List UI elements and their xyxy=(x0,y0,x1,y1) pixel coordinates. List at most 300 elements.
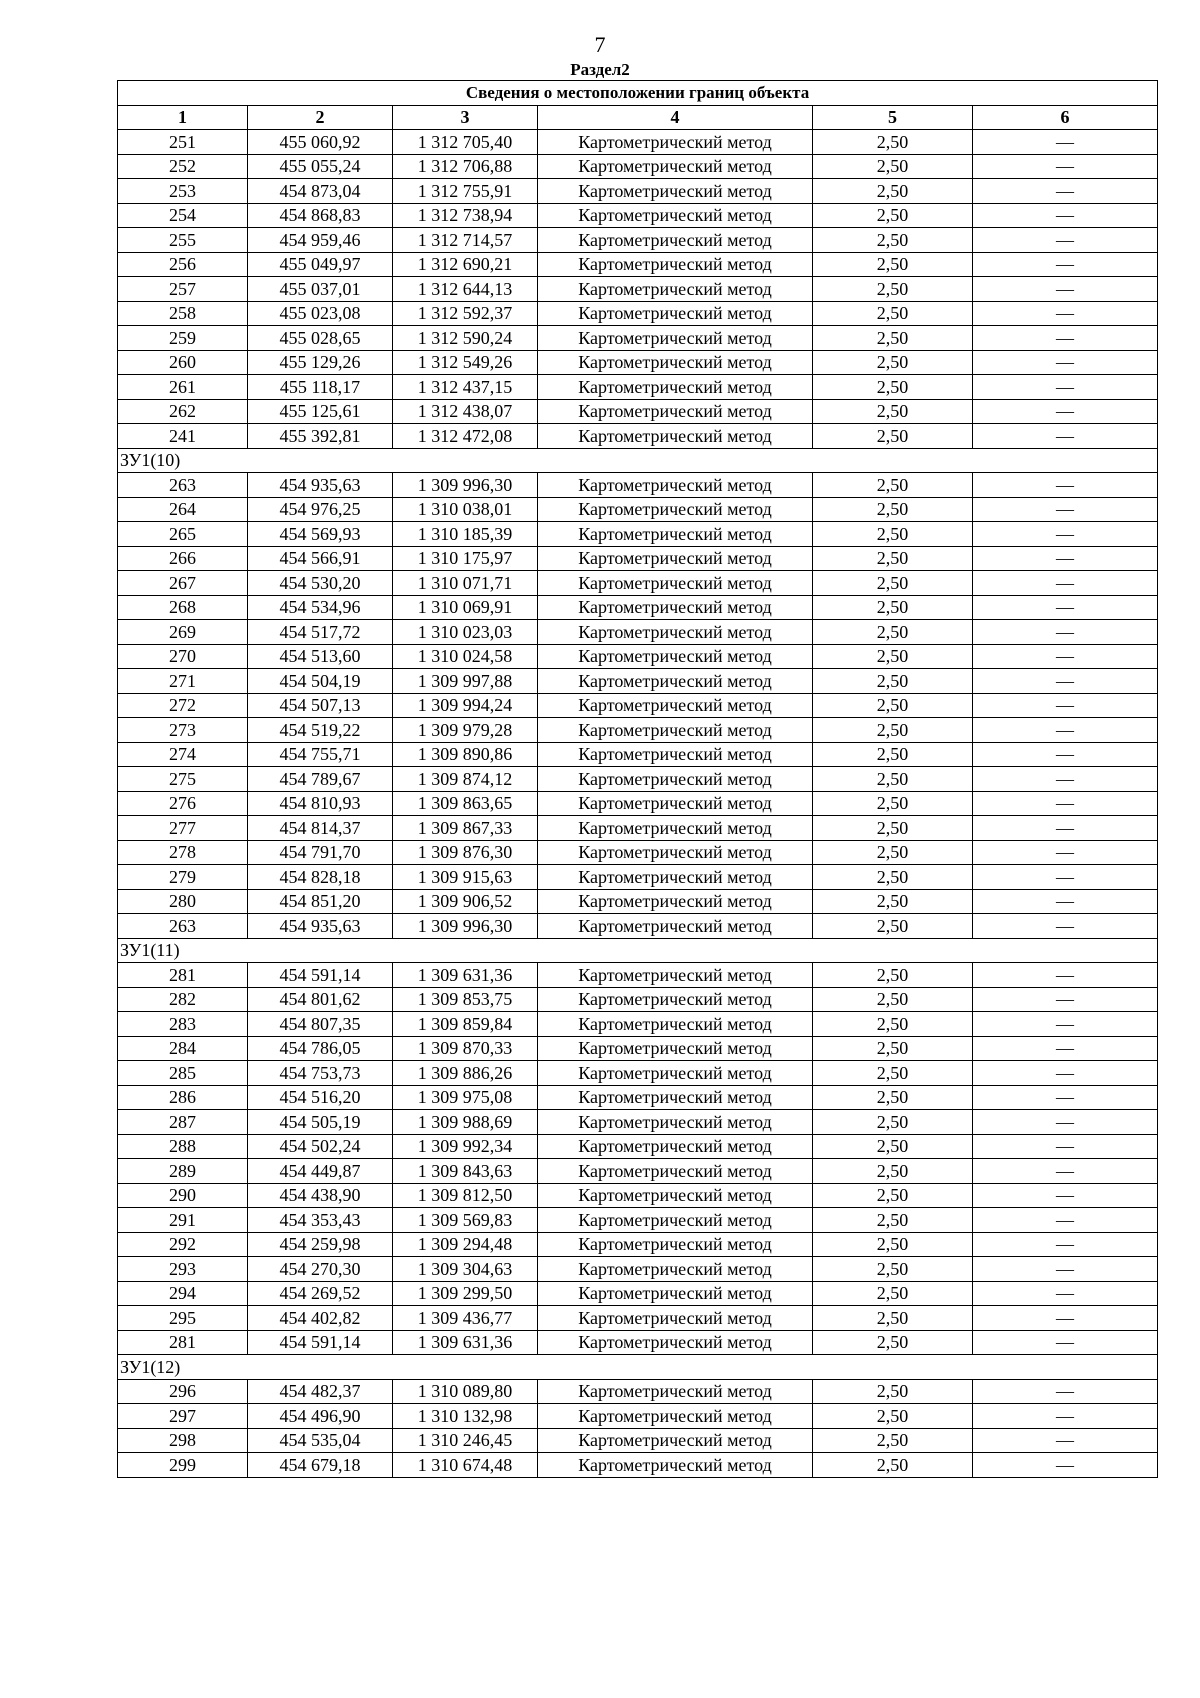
group-row xyxy=(118,1355,1158,1380)
point-number-cell: 270 xyxy=(118,644,248,669)
description-cell: — xyxy=(973,1306,1158,1331)
y-coordinate-cell: 1 309 569,83 xyxy=(393,1208,538,1233)
column-number: 6 xyxy=(973,105,1158,130)
table-row xyxy=(118,154,1158,179)
method-cell: Картометрический метод xyxy=(538,326,813,351)
x-coordinate-cell: 454 935,63 xyxy=(248,914,393,939)
point-number-cell: 263 xyxy=(118,473,248,498)
y-coordinate-cell: 1 309 853,75 xyxy=(393,987,538,1012)
accuracy-cell: 2,50 xyxy=(813,154,973,179)
method-cell: Картометрический метод xyxy=(538,1159,813,1184)
method-cell: Картометрический метод xyxy=(538,914,813,939)
x-coordinate-cell: 454 517,72 xyxy=(248,620,393,645)
description-cell: — xyxy=(973,375,1158,400)
method-cell: Картометрический метод xyxy=(538,620,813,645)
description-cell: — xyxy=(973,767,1158,792)
x-coordinate-cell: 454 566,91 xyxy=(248,546,393,571)
accuracy-cell: 2,50 xyxy=(813,203,973,228)
accuracy-cell: 2,50 xyxy=(813,693,973,718)
table-row xyxy=(118,791,1158,816)
y-coordinate-cell: 1 312 705,40 xyxy=(393,130,538,155)
method-cell: Картометрический метод xyxy=(538,595,813,620)
description-cell: — xyxy=(973,1036,1158,1061)
method-cell: Картометрический метод xyxy=(538,1428,813,1453)
table-row xyxy=(118,1379,1158,1404)
description-cell: — xyxy=(973,399,1158,424)
column-number: 5 xyxy=(813,105,973,130)
method-cell: Картометрический метод xyxy=(538,1061,813,1086)
description-cell: — xyxy=(973,228,1158,253)
y-coordinate-cell: 1 309 997,88 xyxy=(393,669,538,694)
table-row xyxy=(118,1159,1158,1184)
method-cell: Картометрический метод xyxy=(538,840,813,865)
accuracy-cell: 2,50 xyxy=(813,350,973,375)
accuracy-cell: 2,50 xyxy=(813,326,973,351)
description-cell: — xyxy=(973,473,1158,498)
description-cell: — xyxy=(973,987,1158,1012)
y-coordinate-cell: 1 309 994,24 xyxy=(393,693,538,718)
y-coordinate-cell: 1 309 886,26 xyxy=(393,1061,538,1086)
table-row xyxy=(118,1036,1158,1061)
point-number-cell: 252 xyxy=(118,154,248,179)
y-coordinate-cell: 1 309 906,52 xyxy=(393,889,538,914)
method-cell: Картометрический метод xyxy=(538,1306,813,1331)
accuracy-cell: 2,50 xyxy=(813,669,973,694)
description-cell: — xyxy=(973,571,1158,596)
x-coordinate-cell: 455 023,08 xyxy=(248,301,393,326)
x-coordinate-cell: 454 679,18 xyxy=(248,1453,393,1478)
point-number-cell: 271 xyxy=(118,669,248,694)
description-cell: — xyxy=(973,154,1158,179)
x-coordinate-cell: 454 801,62 xyxy=(248,987,393,1012)
point-number-cell: 274 xyxy=(118,742,248,767)
x-coordinate-cell: 454 353,43 xyxy=(248,1208,393,1233)
x-coordinate-cell: 455 049,97 xyxy=(248,252,393,277)
point-number-cell: 275 xyxy=(118,767,248,792)
y-coordinate-cell: 1 312 706,88 xyxy=(393,154,538,179)
point-number-cell: 279 xyxy=(118,865,248,890)
method-cell: Картометрический метод xyxy=(538,693,813,718)
point-number-cell: 293 xyxy=(118,1257,248,1282)
method-cell: Картометрический метод xyxy=(538,1183,813,1208)
description-cell: — xyxy=(973,1232,1158,1257)
table-row xyxy=(118,1232,1158,1257)
method-cell: Картометрический метод xyxy=(538,791,813,816)
method-cell: Картометрический метод xyxy=(538,1281,813,1306)
method-cell: Картометрический метод xyxy=(538,1257,813,1282)
description-cell: — xyxy=(973,1379,1158,1404)
description-cell: — xyxy=(973,791,1158,816)
point-number-cell: 299 xyxy=(118,1453,248,1478)
accuracy-cell: 2,50 xyxy=(813,399,973,424)
y-coordinate-cell: 1 309 890,86 xyxy=(393,742,538,767)
description-cell: — xyxy=(973,620,1158,645)
point-number-cell: 273 xyxy=(118,718,248,743)
description-cell: — xyxy=(973,742,1158,767)
point-number-cell: 285 xyxy=(118,1061,248,1086)
description-cell: — xyxy=(973,301,1158,326)
column-number: 2 xyxy=(248,105,393,130)
method-cell: Картометрический метод xyxy=(538,889,813,914)
point-number-cell: 254 xyxy=(118,203,248,228)
x-coordinate-cell: 454 791,70 xyxy=(248,840,393,865)
x-coordinate-cell: 455 129,26 xyxy=(248,350,393,375)
table-row xyxy=(118,326,1158,351)
x-coordinate-cell: 454 755,71 xyxy=(248,742,393,767)
accuracy-cell: 2,50 xyxy=(813,277,973,302)
description-cell: — xyxy=(973,1208,1158,1233)
x-coordinate-cell: 454 828,18 xyxy=(248,865,393,890)
accuracy-cell: 2,50 xyxy=(813,1306,973,1331)
accuracy-cell: 2,50 xyxy=(813,375,973,400)
accuracy-cell: 2,50 xyxy=(813,1208,973,1233)
accuracy-cell: 2,50 xyxy=(813,130,973,155)
page-number: 7 xyxy=(594,32,606,57)
description-cell: — xyxy=(973,1281,1158,1306)
x-coordinate-cell: 454 519,22 xyxy=(248,718,393,743)
method-cell: Картометрический метод xyxy=(538,375,813,400)
description-cell: — xyxy=(973,546,1158,571)
table-row xyxy=(118,1183,1158,1208)
point-number-cell: 282 xyxy=(118,987,248,1012)
y-coordinate-cell: 1 309 631,36 xyxy=(393,1330,538,1355)
description-cell: — xyxy=(973,816,1158,841)
method-cell: Картометрический метод xyxy=(538,1012,813,1037)
accuracy-cell: 2,50 xyxy=(813,1453,973,1478)
x-coordinate-cell: 454 810,93 xyxy=(248,791,393,816)
table-row xyxy=(118,1208,1158,1233)
method-cell: Картометрический метод xyxy=(538,252,813,277)
accuracy-cell: 2,50 xyxy=(813,1404,973,1429)
x-coordinate-cell: 454 270,30 xyxy=(248,1257,393,1282)
table-row xyxy=(118,840,1158,865)
method-cell: Картометрический метод xyxy=(538,1134,813,1159)
group-label: ЗУ1(12) xyxy=(118,1355,1158,1380)
method-cell: Картометрический метод xyxy=(538,1330,813,1355)
description-cell: — xyxy=(973,1012,1158,1037)
y-coordinate-cell: 1 309 996,30 xyxy=(393,473,538,498)
y-coordinate-cell: 1 309 436,77 xyxy=(393,1306,538,1331)
y-coordinate-cell: 1 309 874,12 xyxy=(393,767,538,792)
method-cell: Картометрический метод xyxy=(538,1208,813,1233)
accuracy-cell: 2,50 xyxy=(813,595,973,620)
table-row xyxy=(118,375,1158,400)
table-caption-row xyxy=(118,81,1158,106)
method-cell: Картометрический метод xyxy=(538,497,813,522)
accuracy-cell: 2,50 xyxy=(813,473,973,498)
y-coordinate-cell: 1 309 975,08 xyxy=(393,1085,538,1110)
table-row xyxy=(118,1330,1158,1355)
description-cell: — xyxy=(973,203,1158,228)
method-cell: Картометрический метод xyxy=(538,424,813,449)
table-row xyxy=(118,522,1158,547)
accuracy-cell: 2,50 xyxy=(813,767,973,792)
table-row xyxy=(118,693,1158,718)
point-number-cell: 296 xyxy=(118,1379,248,1404)
y-coordinate-cell: 1 309 979,28 xyxy=(393,718,538,743)
table-row xyxy=(118,179,1158,204)
description-cell: — xyxy=(973,424,1158,449)
group-label: ЗУ1(11) xyxy=(118,938,1158,963)
accuracy-cell: 2,50 xyxy=(813,301,973,326)
description-cell: — xyxy=(973,497,1158,522)
x-coordinate-cell: 454 976,25 xyxy=(248,497,393,522)
section-title: Раздел2 xyxy=(570,60,630,79)
description-cell: — xyxy=(973,179,1158,204)
point-number-cell: 286 xyxy=(118,1085,248,1110)
table-row xyxy=(118,914,1158,939)
method-cell: Картометрический метод xyxy=(538,1379,813,1404)
x-coordinate-cell: 454 753,73 xyxy=(248,1061,393,1086)
method-cell: Картометрический метод xyxy=(538,816,813,841)
table-row xyxy=(118,595,1158,620)
table-row xyxy=(118,571,1158,596)
accuracy-cell: 2,50 xyxy=(813,1330,973,1355)
point-number-cell: 253 xyxy=(118,179,248,204)
group-row xyxy=(118,938,1158,963)
group-label: ЗУ1(10) xyxy=(118,448,1158,473)
point-number-cell: 289 xyxy=(118,1159,248,1184)
point-number-cell: 295 xyxy=(118,1306,248,1331)
table-row xyxy=(118,350,1158,375)
x-coordinate-cell: 455 392,81 xyxy=(248,424,393,449)
description-cell: — xyxy=(973,914,1158,939)
point-number-cell: 298 xyxy=(118,1428,248,1453)
point-number-cell: 260 xyxy=(118,350,248,375)
x-coordinate-cell: 454 438,90 xyxy=(248,1183,393,1208)
point-number-cell: 280 xyxy=(118,889,248,914)
table-row xyxy=(118,1012,1158,1037)
point-number-cell: 291 xyxy=(118,1208,248,1233)
table-row xyxy=(118,1110,1158,1135)
accuracy-cell: 2,50 xyxy=(813,865,973,890)
x-coordinate-cell: 454 959,46 xyxy=(248,228,393,253)
accuracy-cell: 2,50 xyxy=(813,546,973,571)
method-cell: Картометрический метод xyxy=(538,546,813,571)
method-cell: Картометрический метод xyxy=(538,1036,813,1061)
table-row xyxy=(118,399,1158,424)
method-cell: Картометрический метод xyxy=(538,718,813,743)
table-row xyxy=(118,742,1158,767)
accuracy-cell: 2,50 xyxy=(813,1379,973,1404)
y-coordinate-cell: 1 312 590,24 xyxy=(393,326,538,351)
y-coordinate-cell: 1 309 843,63 xyxy=(393,1159,538,1184)
description-cell: — xyxy=(973,1257,1158,1282)
y-coordinate-cell: 1 309 304,63 xyxy=(393,1257,538,1282)
description-cell: — xyxy=(973,130,1158,155)
point-number-cell: 266 xyxy=(118,546,248,571)
x-coordinate-cell: 454 873,04 xyxy=(248,179,393,204)
y-coordinate-cell: 1 312 738,94 xyxy=(393,203,538,228)
point-number-cell: 288 xyxy=(118,1134,248,1159)
point-number-cell: 255 xyxy=(118,228,248,253)
method-cell: Картометрический метод xyxy=(538,522,813,547)
y-coordinate-cell: 1 312 644,13 xyxy=(393,277,538,302)
point-number-cell: 283 xyxy=(118,1012,248,1037)
x-coordinate-cell: 454 513,60 xyxy=(248,644,393,669)
accuracy-cell: 2,50 xyxy=(813,791,973,816)
y-coordinate-cell: 1 310 024,58 xyxy=(393,644,538,669)
y-coordinate-cell: 1 309 867,33 xyxy=(393,816,538,841)
table-row xyxy=(118,816,1158,841)
column-number: 1 xyxy=(118,105,248,130)
y-coordinate-cell: 1 312 592,37 xyxy=(393,301,538,326)
y-coordinate-cell: 1 309 863,65 xyxy=(393,791,538,816)
accuracy-cell: 2,50 xyxy=(813,963,973,988)
description-cell: — xyxy=(973,1330,1158,1355)
x-coordinate-cell: 454 935,63 xyxy=(248,473,393,498)
accuracy-cell: 2,50 xyxy=(813,1110,973,1135)
point-number-cell: 262 xyxy=(118,399,248,424)
accuracy-cell: 2,50 xyxy=(813,840,973,865)
description-cell: — xyxy=(973,1110,1158,1135)
accuracy-cell: 2,50 xyxy=(813,889,973,914)
table-row xyxy=(118,1085,1158,1110)
y-coordinate-cell: 1 312 549,26 xyxy=(393,350,538,375)
description-cell: — xyxy=(973,1183,1158,1208)
accuracy-cell: 2,50 xyxy=(813,816,973,841)
method-cell: Картометрический метод xyxy=(538,399,813,424)
table-row xyxy=(118,1453,1158,1478)
method-cell: Картометрический метод xyxy=(538,987,813,1012)
x-coordinate-cell: 454 868,83 xyxy=(248,203,393,228)
table-caption: Сведения о местоположении границ объекта xyxy=(118,81,1158,106)
table-row xyxy=(118,1306,1158,1331)
method-cell: Картометрический метод xyxy=(538,179,813,204)
description-cell: — xyxy=(973,669,1158,694)
x-coordinate-cell: 455 125,61 xyxy=(248,399,393,424)
table-row xyxy=(118,644,1158,669)
description-cell: — xyxy=(973,277,1158,302)
accuracy-cell: 2,50 xyxy=(813,1159,973,1184)
description-cell: — xyxy=(973,644,1158,669)
accuracy-cell: 2,50 xyxy=(813,571,973,596)
table-row xyxy=(118,497,1158,522)
description-cell: — xyxy=(973,252,1158,277)
y-coordinate-cell: 1 309 992,34 xyxy=(393,1134,538,1159)
x-coordinate-cell: 454 402,82 xyxy=(248,1306,393,1331)
table-row xyxy=(118,963,1158,988)
point-number-cell: 264 xyxy=(118,497,248,522)
y-coordinate-cell: 1 312 472,08 xyxy=(393,424,538,449)
table-row xyxy=(118,620,1158,645)
y-coordinate-cell: 1 309 299,50 xyxy=(393,1281,538,1306)
accuracy-cell: 2,50 xyxy=(813,522,973,547)
point-number-cell: 292 xyxy=(118,1232,248,1257)
description-cell: — xyxy=(973,889,1158,914)
accuracy-cell: 2,50 xyxy=(813,1134,973,1159)
accuracy-cell: 2,50 xyxy=(813,1012,973,1037)
method-cell: Картометрический метод xyxy=(538,473,813,498)
method-cell: Картометрический метод xyxy=(538,865,813,890)
x-coordinate-cell: 455 037,01 xyxy=(248,277,393,302)
x-coordinate-cell: 454 534,96 xyxy=(248,595,393,620)
table-body xyxy=(118,81,1158,1478)
y-coordinate-cell: 1 309 876,30 xyxy=(393,840,538,865)
accuracy-cell: 2,50 xyxy=(813,1232,973,1257)
point-number-cell: 261 xyxy=(118,375,248,400)
y-coordinate-cell: 1 312 438,07 xyxy=(393,399,538,424)
x-coordinate-cell: 454 591,14 xyxy=(248,1330,393,1355)
method-cell: Картометрический метод xyxy=(538,571,813,596)
y-coordinate-cell: 1 310 246,45 xyxy=(393,1428,538,1453)
accuracy-cell: 2,50 xyxy=(813,914,973,939)
table-row xyxy=(118,130,1158,155)
x-coordinate-cell: 454 259,98 xyxy=(248,1232,393,1257)
column-number: 3 xyxy=(393,105,538,130)
table-row xyxy=(118,1428,1158,1453)
y-coordinate-cell: 1 310 089,80 xyxy=(393,1379,538,1404)
method-cell: Картометрический метод xyxy=(538,1453,813,1478)
method-cell: Картометрический метод xyxy=(538,963,813,988)
x-coordinate-cell: 454 851,20 xyxy=(248,889,393,914)
accuracy-cell: 2,50 xyxy=(813,1036,973,1061)
point-number-cell: 277 xyxy=(118,816,248,841)
accuracy-cell: 2,50 xyxy=(813,742,973,767)
description-cell: — xyxy=(973,326,1158,351)
description-cell: — xyxy=(973,840,1158,865)
point-number-cell: 294 xyxy=(118,1281,248,1306)
point-number-cell: 257 xyxy=(118,277,248,302)
table-row xyxy=(118,228,1158,253)
description-cell: — xyxy=(973,1453,1158,1478)
point-number-cell: 281 xyxy=(118,963,248,988)
point-number-cell: 267 xyxy=(118,571,248,596)
accuracy-cell: 2,50 xyxy=(813,179,973,204)
description-cell: — xyxy=(973,595,1158,620)
accuracy-cell: 2,50 xyxy=(813,1428,973,1453)
x-coordinate-cell: 454 530,20 xyxy=(248,571,393,596)
point-number-cell: 269 xyxy=(118,620,248,645)
table-row xyxy=(118,1134,1158,1159)
description-cell: — xyxy=(973,1061,1158,1086)
y-coordinate-cell: 1 310 069,91 xyxy=(393,595,538,620)
x-coordinate-cell: 454 535,04 xyxy=(248,1428,393,1453)
y-coordinate-cell: 1 312 714,57 xyxy=(393,228,538,253)
accuracy-cell: 2,50 xyxy=(813,1061,973,1086)
point-number-cell: 290 xyxy=(118,1183,248,1208)
x-coordinate-cell: 455 028,65 xyxy=(248,326,393,351)
table-row xyxy=(118,277,1158,302)
y-coordinate-cell: 1 312 690,21 xyxy=(393,252,538,277)
method-cell: Картометрический метод xyxy=(538,1085,813,1110)
point-number-cell: 263 xyxy=(118,914,248,939)
y-coordinate-cell: 1 309 859,84 xyxy=(393,1012,538,1037)
y-coordinate-cell: 1 309 915,63 xyxy=(393,865,538,890)
x-coordinate-cell: 454 814,37 xyxy=(248,816,393,841)
table-row xyxy=(118,424,1158,449)
y-coordinate-cell: 1 310 175,97 xyxy=(393,546,538,571)
table-row xyxy=(118,889,1158,914)
x-coordinate-cell: 454 569,93 xyxy=(248,522,393,547)
table-row xyxy=(118,1061,1158,1086)
description-cell: — xyxy=(973,1404,1158,1429)
boundary-coordinates-table xyxy=(117,80,1158,1478)
description-cell: — xyxy=(973,350,1158,375)
method-cell: Картометрический метод xyxy=(538,1232,813,1257)
x-coordinate-cell: 454 269,52 xyxy=(248,1281,393,1306)
point-number-cell: 284 xyxy=(118,1036,248,1061)
accuracy-cell: 2,50 xyxy=(813,252,973,277)
x-coordinate-cell: 454 516,20 xyxy=(248,1085,393,1110)
x-coordinate-cell: 454 507,13 xyxy=(248,693,393,718)
accuracy-cell: 2,50 xyxy=(813,497,973,522)
table-row xyxy=(118,473,1158,498)
column-number: 4 xyxy=(538,105,813,130)
y-coordinate-cell: 1 310 038,01 xyxy=(393,497,538,522)
table-row xyxy=(118,203,1158,228)
point-number-cell: 272 xyxy=(118,693,248,718)
